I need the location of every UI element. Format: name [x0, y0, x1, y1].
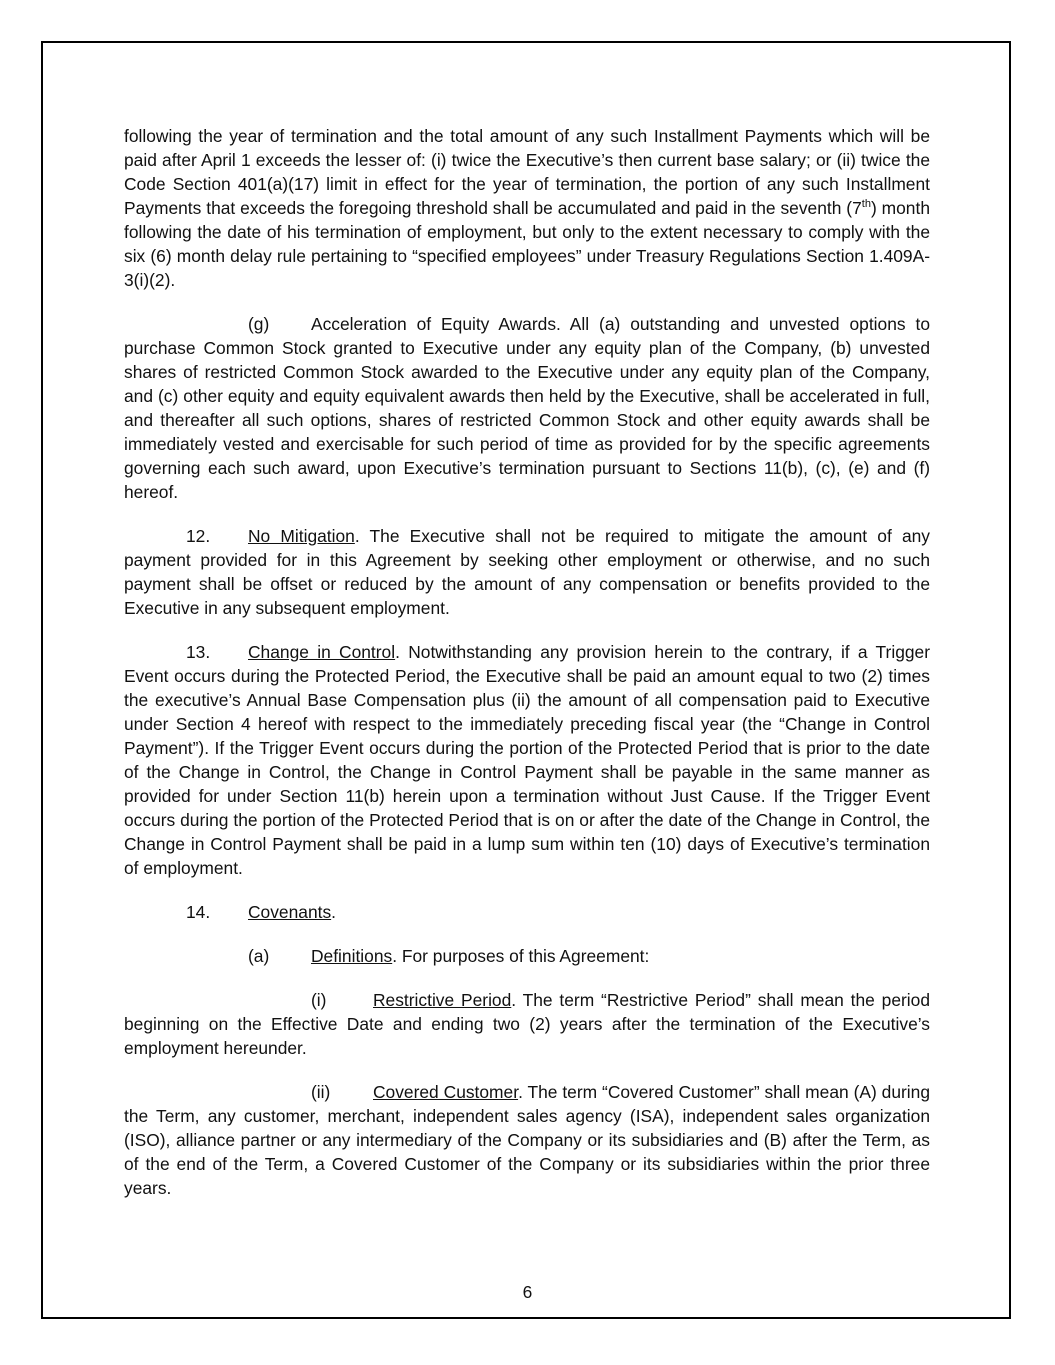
- section-text: . Notwithstanding any provision herein to the contrary, if a Trigger Event occurs during the Protected Period, the Executive shall be paid an amount equal to two (2) times the executive’s Annual Base Compensation plus (ii) the amount of all compensation paid to Executive under Section 4 hereof with respect to the immediately preceding fiscal year (the “Change in Control Payment”). If the Trigger Event occurs during the portion of the Protected Period that is prior to the date of the Change in Control, the Change in Control Payment shall be payable in the same manner as provided for under Section 11(b) herein upon a termination without Just Cause. If the Trigger Event occurs during the portion of the Protected Period that is on or after the date of the Change in Control, the Change in Control Payment shall be paid in a lump sum within ten (10) days of Executive’s termination of employment.: [124, 642, 930, 878]
- paragraph-text: Acceleration of Equity Awards. All (a) outstanding and unvested options to purchase Common Stock granted to Executive under any equity plan of the Company, (b) unvested shares of restricted Common Stock awarded to the Executive under any equity plan of the Company, and (c) other equity and equity equivalent awards then held by the Executive, shall be accelerated in full, and thereafter all such options, shares of restricted Common Stock and other equity awards shall be immediately vested and exercisable for such period of time as provided for by the specific agreements governing each such award, upon Executive’s termination pursuant to Sections 11(b), (c), (e) and (f) hereof.: [124, 314, 930, 502]
- section-number: 14.: [186, 902, 211, 922]
- paragraph-f-continuation: [124, 124, 930, 292]
- section-14a-ii: [124, 1080, 930, 1200]
- paragraph-text: ) month following the date of his termination of employment, but only to the extent necessary to comply with the six (6) month delay rule pertaining to “specified employees” under Treasury Regulations Section 1.409A-3(i)(2).: [124, 198, 930, 290]
- section-14a: [124, 944, 930, 968]
- paragraph-g: [124, 312, 930, 504]
- section-heading: Change in Control: [248, 642, 396, 662]
- subsection-text: . For purposes of this Agreement:: [392, 946, 650, 966]
- paragraph-text: following the year of termination and the total amount of any such Installment Payments which will be paid after April 1 exceeds the lesser of: (i) twice the Executive’s then current base salary; or (ii) twice the Code Section 401(a)(17) limit in effect for the year of termination, the portion of any such Installment Payments that exceeds the foregoing threshold shall be accumulated and paid in the seventh (7: [124, 126, 930, 218]
- section-heading: Covenants: [248, 902, 332, 922]
- subsection-heading: Restrictive Period: [373, 990, 512, 1010]
- section-14: [124, 900, 930, 924]
- subsection-number: (a): [248, 946, 270, 966]
- subsection-text: . The term “Covered Customer” shall mean (A) during the Term, any customer, merchant, independent sales agency (ISA), independent sales organization (ISO), alliance partner or any intermediary of the Company or its subsidiaries and (B) after the Term, as of the end of the Term, a Covered Customer of the Company or its subsidiaries within the prior three years.: [124, 1082, 931, 1198]
- page-number: 6: [522, 1282, 533, 1302]
- subsection-text: . The term “Restrictive Period” shall mean the period beginning on the Effective Date and ending two (2) years after the termination of the Executive’s employment hereunder.: [124, 990, 930, 1058]
- subsection-heading: Definitions: [311, 946, 393, 966]
- section-13: [124, 640, 930, 880]
- section-number: 13.: [186, 642, 211, 662]
- subsection-heading: Covered Customer: [373, 1082, 519, 1102]
- section-heading: No Mitigation: [248, 526, 355, 546]
- section-number: 12.: [186, 526, 211, 546]
- section-text: .: [331, 902, 336, 922]
- superscript: th: [861, 198, 871, 211]
- paragraph-number: (g): [248, 314, 270, 334]
- section-12: [124, 524, 930, 620]
- subsection-number: (ii): [311, 1082, 331, 1102]
- document-body: [124, 124, 930, 1220]
- subsection-number: (i): [311, 990, 327, 1010]
- section-14a-i: [124, 988, 930, 1060]
- section-text: . The Executive shall not be required to mitigate the amount of any payment provided for in this Agreement by seeking other employment or otherwise, and no such payment shall be offset or reduced by the amount of any compensation or benefits provided to the Executive in any subsequent employment.: [124, 526, 930, 618]
